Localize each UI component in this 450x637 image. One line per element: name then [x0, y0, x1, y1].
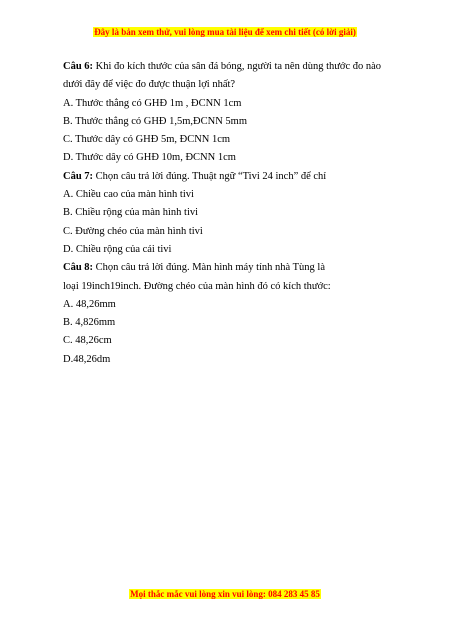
question-6-line-2: dưới đây để việc đo được thuận lợi nhất? — [63, 79, 236, 91]
question-6-option-a: A. Thước thẳng có GHĐ 1m , ĐCNN 1cm — [63, 97, 242, 109]
question-6-option-b: B. Thước thẳng có GHĐ 1,5m,ĐCNN 5mm — [63, 115, 247, 127]
question-6-option-d: D. Thước dây có GHĐ 10m, ĐCNN 1cm — [63, 152, 236, 164]
question-8-option-b: B. 4,826mm — [63, 317, 116, 329]
question-6-line-1 — [63, 58, 393, 76]
question-8 — [63, 259, 393, 369]
question-6-option-c: C. Thước dây có GHĐ 5m, ĐCNN 1cm — [63, 134, 231, 146]
question-7-option-d: D. Chiều rộng của cái tivi — [63, 243, 172, 255]
question-6-text: Khi đo kích thước của sân đá bóng, người ta nên dùng thước đo nào — [93, 61, 382, 72]
question-7-line-1 — [63, 168, 393, 186]
question-8-label: Câu 8: — [63, 262, 94, 274]
preview-notice-banner — [0, 27, 450, 38]
question-8-line-2: loại 19inch19inch. Đường chéo của màn hình đó có kích thước: — [63, 280, 331, 292]
question-8-option-a: A. 48,26mm — [63, 298, 116, 310]
question-7-text: Chọn câu trả lời đúng. Thuật ngữ “Tivi 24 inch” để chỉ — [93, 170, 327, 182]
question-7-label: Câu 7: — [63, 170, 94, 182]
question-7 — [63, 168, 393, 259]
question-6 — [63, 58, 393, 168]
question-8-option-d: D.48,26dm — [63, 353, 111, 365]
question-6-label: Câu 6: — [63, 61, 94, 72]
question-7-option-b: B. Chiều rộng của màn hình tivi — [63, 207, 199, 219]
question-8-line-1 — [63, 259, 393, 277]
contact-notice-text: Mọi thắc mắc vui lòng xin vui lòng: 084 283 45 85 — [130, 589, 320, 599]
preview-notice-text: Đây là bản xem thử, vui lòng mua tài liệu để xem chi tiết (có lời giải) — [94, 27, 356, 37]
question-7-option-c: C. Đường chéo của màn hình tivi — [63, 225, 203, 237]
document-body — [63, 58, 393, 369]
question-7-option-a: A. Chiều cao của màn hình tivi — [63, 189, 194, 201]
question-8-option-c: C. 48,26cm — [63, 335, 112, 347]
question-8-text: Chọn câu trả lời đúng. Màn hình máy tính nhà Tùng là — [93, 262, 325, 274]
contact-notice-banner — [0, 589, 450, 600]
